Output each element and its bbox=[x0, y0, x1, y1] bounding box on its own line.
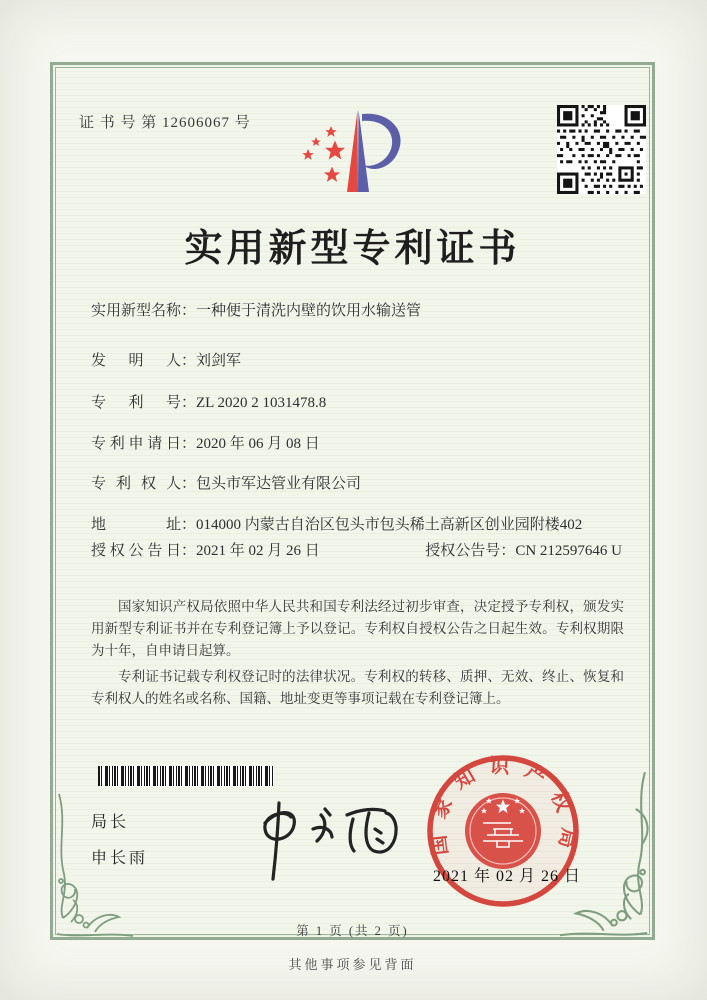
director-signature bbox=[203, 799, 413, 885]
field-patent-number: 专利号 ： ZL 2020 2 1031478.8 bbox=[91, 395, 327, 411]
field-label: 实用新型名称 bbox=[91, 303, 182, 319]
field-patentee: 专利权人 ： 包头市军达管业有限公司 bbox=[91, 476, 362, 492]
field-label: 发明人 bbox=[91, 353, 181, 369]
floral-corner-ornament-left bbox=[49, 786, 149, 941]
qr-code bbox=[557, 105, 646, 194]
national-emblem-icon bbox=[465, 793, 541, 869]
seal-date: 2021 年 02 月 26 日 bbox=[433, 868, 582, 885]
official-seal bbox=[423, 751, 583, 911]
field-inventor: 发明人 ： 刘剑军 bbox=[91, 353, 242, 369]
seal-text: 国家知识产权局 bbox=[426, 755, 580, 864]
field-value: 2021 年 02 月 26 日 bbox=[196, 543, 320, 559]
certificate-frame bbox=[50, 62, 655, 940]
field-value: 一种便于清洗内壁的饮用水输送管 bbox=[196, 303, 422, 319]
field-value: 包头市军达管业有限公司 bbox=[196, 476, 362, 492]
cnipa-logo-icon bbox=[288, 101, 438, 203]
director-title: 局长 bbox=[91, 814, 130, 831]
barcode bbox=[98, 766, 274, 786]
back-note: 其他事项参见背面 bbox=[288, 957, 417, 972]
field-application-date: 专利申请日 ： 2020 年 06 月 08 日 bbox=[91, 436, 320, 452]
field-grant-date-and-number: 授权公告日 ： 2021 年 02 月 26 日 授权公告号 ： CN 212597646 U bbox=[91, 541, 626, 561]
field-label: 地址 bbox=[91, 517, 181, 533]
legal-paragraph-1: 国家知识产权局依照中华人民共和国专利法经过初步审查，决定授予专利权，颁发实用新型专利证书并在专利登记簿上予以登记。专利权自授权公告之日起生效。专利权期限为十年，自申请日起算。 bbox=[91, 599, 624, 658]
legal-text-section bbox=[91, 596, 624, 714]
field-label: 专利权人 bbox=[91, 476, 181, 492]
field-utility-model-name: 实用新型名称 ： 一种便于清洗内壁的饮用水输送管 bbox=[91, 303, 422, 319]
certificate-number: 证 书 号 第 12606067 号 bbox=[79, 115, 251, 131]
certificate-title: 实用新型专利证书 bbox=[184, 228, 521, 270]
field-value: 2020 年 06 月 08 日 bbox=[196, 436, 320, 452]
field-value: ZL 2020 2 1031478.8 bbox=[196, 395, 327, 411]
grant-number-label: 授权公告号 bbox=[425, 543, 501, 559]
page-indicator: 第 1 页 (共 2 页) bbox=[296, 924, 409, 938]
field-label: 专利号 bbox=[91, 395, 181, 411]
grant-number-group: 授权公告号 ： CN 212597646 U bbox=[425, 543, 622, 559]
field-address: 地址 ： 014000 内蒙古自治区包头市包头稀土高新区创业园附楼402 bbox=[91, 517, 583, 533]
field-label: 授权公告日 bbox=[91, 543, 181, 559]
grant-number-value: CN 212597646 U bbox=[515, 543, 622, 559]
legal-paragraph-2: 专利证书记载专利权登记时的法律状况。专利权的转移、质押、无效、终止、恢复和专利权人的姓名或名称、国籍、地址变更等事项记载在专利登记簿上。 bbox=[91, 669, 624, 706]
field-value: 刘剑军 bbox=[196, 353, 242, 369]
field-label: 专利申请日 bbox=[91, 436, 181, 452]
director-name: 申长雨 bbox=[91, 850, 149, 867]
fields-section bbox=[91, 301, 626, 561]
field-value: 014000 内蒙古自治区包头市包头稀土高新区创业园附楼402 bbox=[196, 517, 583, 533]
